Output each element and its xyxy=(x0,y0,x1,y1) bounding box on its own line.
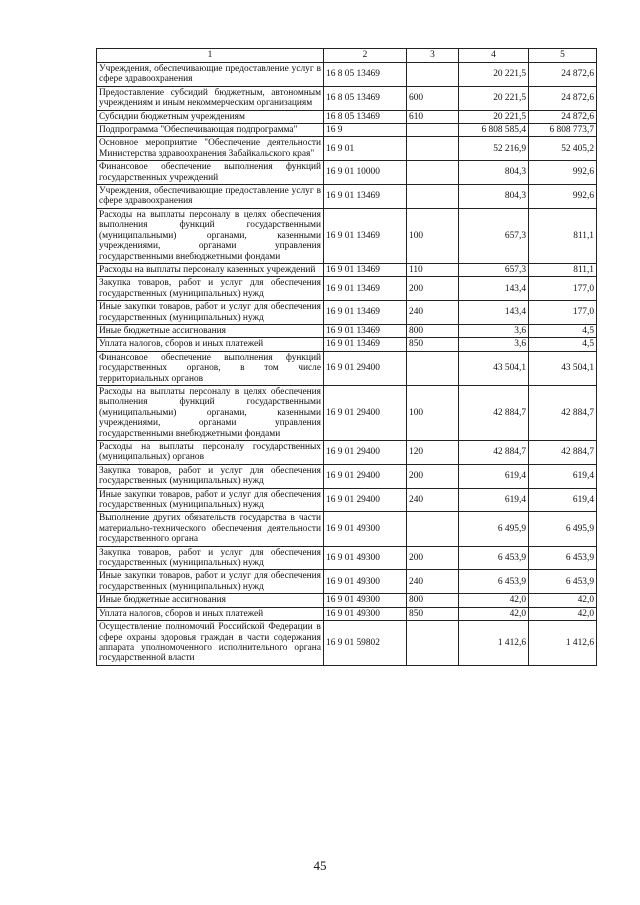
table-row xyxy=(97,338,597,351)
row-value-1-cell: 6 453,9 xyxy=(459,546,529,570)
row-code-cell: 16 9 01 49300 xyxy=(324,607,407,620)
row-value-1-cell: 42,0 xyxy=(459,607,529,620)
row-name-cell: Уплата налогов, сборов и иных платежей xyxy=(97,338,324,351)
row-code-cell: 16 9 01 59802 xyxy=(324,621,407,666)
row-expense-type-cell: 610 xyxy=(407,110,459,123)
row-expense-type-cell xyxy=(407,63,459,87)
table-row xyxy=(97,607,597,620)
table-row xyxy=(97,464,597,488)
row-value-2-cell: 6 495,9 xyxy=(529,512,597,546)
table-row xyxy=(97,441,597,465)
row-name-cell: Иные закупки товаров, работ и услуг для обеспечения государственных (муниципальных) нужд xyxy=(97,488,324,512)
row-value-1-cell: 6 495,9 xyxy=(459,512,529,546)
table-row xyxy=(97,208,597,263)
row-code-cell: 16 8 05 13469 xyxy=(324,86,407,110)
row-value-1-cell: 3,6 xyxy=(459,324,529,337)
row-value-1-cell: 42,0 xyxy=(459,594,529,607)
row-value-1-cell: 804,3 xyxy=(459,185,529,209)
row-name-cell: Предоставление субсидий бюджетным, автономным учреждениям и иным некоммерческим организациям xyxy=(97,86,324,110)
row-value-1-cell: 804,3 xyxy=(459,161,529,185)
header-col-5: 5 xyxy=(529,49,597,63)
row-expense-type-cell: 120 xyxy=(407,441,459,465)
row-name-cell: Выполнение других обязательств государства в части материально-технического обеспечения деятельности государственного органа xyxy=(97,512,324,546)
table-header xyxy=(97,49,597,63)
row-code-cell: 16 9 01 13469 xyxy=(324,301,407,325)
row-expense-type-cell xyxy=(407,512,459,546)
row-value-1-cell: 43 504,1 xyxy=(459,351,529,385)
row-value-1-cell: 52 216,9 xyxy=(459,137,529,161)
row-value-2-cell: 42,0 xyxy=(529,594,597,607)
row-name-cell: Расходы на выплаты персоналу в целях обеспечения выполнения функций государственными (муниципальными) органами, казенными учреждениями, органами управления государственными внебюджетными фондами xyxy=(97,208,324,263)
row-name-cell: Расходы на выплаты персоналу казенных учреждений xyxy=(97,263,324,276)
row-expense-type-cell: 850 xyxy=(407,607,459,620)
row-expense-type-cell: 100 xyxy=(407,385,459,440)
row-name-cell: Иные бюджетные ассигнования xyxy=(97,594,324,607)
table-row xyxy=(97,512,597,546)
row-name-cell: Основное мероприятие "Обеспечение деятельности Министерства здравоохранения Забайкальского края" xyxy=(97,137,324,161)
row-value-2-cell: 24 872,6 xyxy=(529,63,597,87)
row-value-2-cell: 1 412,6 xyxy=(529,621,597,666)
row-code-cell: 16 9 01 13469 xyxy=(324,338,407,351)
row-name-cell: Осуществление полномочий Российской Федерации в сфере охраны здоровья граждан в части содержания аппарата уполномоченного исполнительного органа государственной власти xyxy=(97,621,324,666)
row-expense-type-cell: 600 xyxy=(407,86,459,110)
row-expense-type-cell xyxy=(407,621,459,666)
table-row xyxy=(97,594,597,607)
header-col-1: 1 xyxy=(97,49,324,63)
row-code-cell: 16 9 01 13469 xyxy=(324,208,407,263)
table-row xyxy=(97,351,597,385)
table-row xyxy=(97,570,597,594)
row-value-2-cell: 4,5 xyxy=(529,338,597,351)
row-value-2-cell: 6 808 773,7 xyxy=(529,124,597,137)
row-expense-type-cell: 800 xyxy=(407,324,459,337)
row-name-cell: Расходы на выплаты персоналу государственных (муниципальных) органов xyxy=(97,441,324,465)
row-value-1-cell: 657,3 xyxy=(459,263,529,276)
table-row xyxy=(97,137,597,161)
row-expense-type-cell: 200 xyxy=(407,277,459,301)
row-value-2-cell: 6 453,9 xyxy=(529,570,597,594)
row-name-cell: Закупка товаров, работ и услуг для обеспечения государственных (муниципальных) нужд xyxy=(97,277,324,301)
row-code-cell: 16 9 01 29400 xyxy=(324,441,407,465)
row-expense-type-cell xyxy=(407,124,459,137)
row-expense-type-cell: 240 xyxy=(407,301,459,325)
row-name-cell: Иные закупки товаров, работ и услуг для обеспечения государственных (муниципальных) нужд xyxy=(97,570,324,594)
row-expense-type-cell: 200 xyxy=(407,464,459,488)
page-number: 45 xyxy=(313,858,327,873)
table-row xyxy=(97,124,597,137)
table-row xyxy=(97,546,597,570)
row-name-cell: Субсидии бюджетным учреждениям xyxy=(97,110,324,123)
row-expense-type-cell: 800 xyxy=(407,594,459,607)
row-value-1-cell: 143,4 xyxy=(459,301,529,325)
row-code-cell: 16 9 01 13469 xyxy=(324,263,407,276)
row-value-2-cell: 52 405,2 xyxy=(529,137,597,161)
row-name-cell: Расходы на выплаты персоналу в целях обеспечения выполнения функций государственными (муниципальными) органами, казенными учреждениями, органами управления государственными внебюджетными фондами xyxy=(97,385,324,440)
table-row xyxy=(97,110,597,123)
row-value-2-cell: 619,4 xyxy=(529,464,597,488)
row-value-1-cell: 6 453,9 xyxy=(459,570,529,594)
row-expense-type-cell xyxy=(407,161,459,185)
row-code-cell: 16 9 01 13469 xyxy=(324,324,407,337)
row-code-cell: 16 9 01 13469 xyxy=(324,277,407,301)
row-value-2-cell: 24 872,6 xyxy=(529,110,597,123)
row-expense-type-cell: 240 xyxy=(407,488,459,512)
row-value-2-cell: 992,6 xyxy=(529,161,597,185)
row-expense-type-cell: 240 xyxy=(407,570,459,594)
row-value-2-cell: 42 884,7 xyxy=(529,385,597,440)
row-code-cell: 16 9 01 10000 xyxy=(324,161,407,185)
table-row xyxy=(97,621,597,666)
row-code-cell: 16 9 01 49300 xyxy=(324,546,407,570)
row-code-cell: 16 9 01 29400 xyxy=(324,385,407,440)
row-code-cell: 16 8 05 13469 xyxy=(324,63,407,87)
row-code-cell: 16 9 xyxy=(324,124,407,137)
table-row xyxy=(97,301,597,325)
row-value-1-cell: 6 808 585,4 xyxy=(459,124,529,137)
row-value-1-cell: 619,4 xyxy=(459,464,529,488)
table-row xyxy=(97,385,597,440)
table-body xyxy=(97,63,597,666)
row-code-cell: 16 9 01 49300 xyxy=(324,570,407,594)
table-row xyxy=(97,324,597,337)
row-value-1-cell: 657,3 xyxy=(459,208,529,263)
row-expense-type-cell: 100 xyxy=(407,208,459,263)
table-row xyxy=(97,488,597,512)
row-value-2-cell: 177,0 xyxy=(529,301,597,325)
row-value-1-cell: 3,6 xyxy=(459,338,529,351)
row-value-2-cell: 811,1 xyxy=(529,263,597,276)
row-value-2-cell: 42,0 xyxy=(529,607,597,620)
row-code-cell: 16 9 01 xyxy=(324,137,407,161)
row-value-1-cell: 42 884,7 xyxy=(459,385,529,440)
table-row xyxy=(97,63,597,87)
row-name-cell: Подпрограмма "Обеспечивающая подпрограмма" xyxy=(97,124,324,137)
row-value-1-cell: 20 221,5 xyxy=(459,86,529,110)
row-value-1-cell: 42 884,7 xyxy=(459,441,529,465)
row-name-cell: Уплата налогов, сборов и иных платежей xyxy=(97,607,324,620)
row-value-2-cell: 992,6 xyxy=(529,185,597,209)
row-code-cell: 16 9 01 29400 xyxy=(324,488,407,512)
row-value-2-cell: 619,4 xyxy=(529,488,597,512)
header-col-3: 3 xyxy=(407,49,459,63)
row-name-cell: Учреждения, обеспечивающие предоставление услуг в сфере здравоохранения xyxy=(97,63,324,87)
row-code-cell: 16 9 01 29400 xyxy=(324,351,407,385)
row-code-cell: 16 9 01 49300 xyxy=(324,512,407,546)
row-value-2-cell: 177,0 xyxy=(529,277,597,301)
row-code-cell: 16 9 01 13469 xyxy=(324,185,407,209)
budget-table xyxy=(96,48,597,666)
table-row xyxy=(97,277,597,301)
row-expense-type-cell xyxy=(407,185,459,209)
row-value-2-cell: 42 884,7 xyxy=(529,441,597,465)
row-name-cell: Финансовое обеспечение выполнения функций государственных органов, в том числе территориальных органов xyxy=(97,351,324,385)
row-name-cell: Учреждения, обеспечивающие предоставление услуг в сфере здравоохранения xyxy=(97,185,324,209)
table-row xyxy=(97,185,597,209)
table-row xyxy=(97,161,597,185)
row-value-2-cell: 24 872,6 xyxy=(529,86,597,110)
header-col-4: 4 xyxy=(459,49,529,63)
row-value-2-cell: 43 504,1 xyxy=(529,351,597,385)
row-value-1-cell: 143,4 xyxy=(459,277,529,301)
row-expense-type-cell xyxy=(407,137,459,161)
row-value-1-cell: 619,4 xyxy=(459,488,529,512)
row-expense-type-cell: 200 xyxy=(407,546,459,570)
row-name-cell: Закупка товаров, работ и услуг для обеспечения государственных (муниципальных) нужд xyxy=(97,546,324,570)
row-name-cell: Иные закупки товаров, работ и услуг для обеспечения государственных (муниципальных) нужд xyxy=(97,301,324,325)
row-code-cell: 16 8 05 13469 xyxy=(324,110,407,123)
row-expense-type-cell xyxy=(407,351,459,385)
row-value-1-cell: 20 221,5 xyxy=(459,110,529,123)
row-name-cell: Финансовое обеспечение выполнения функций государственных учреждений xyxy=(97,161,324,185)
row-value-2-cell: 4,5 xyxy=(529,324,597,337)
row-name-cell: Иные бюджетные ассигнования xyxy=(97,324,324,337)
header-row xyxy=(97,49,597,63)
row-value-2-cell: 6 453,9 xyxy=(529,546,597,570)
header-col-2: 2 xyxy=(324,49,407,63)
row-value-1-cell: 1 412,6 xyxy=(459,621,529,666)
table-row xyxy=(97,263,597,276)
row-code-cell: 16 9 01 29400 xyxy=(324,464,407,488)
row-value-2-cell: 811,1 xyxy=(529,208,597,263)
row-code-cell: 16 9 01 49300 xyxy=(324,594,407,607)
row-expense-type-cell: 110 xyxy=(407,263,459,276)
row-name-cell: Закупка товаров, работ и услуг для обеспечения государственных (муниципальных) нужд xyxy=(97,464,324,488)
row-expense-type-cell: 850 xyxy=(407,338,459,351)
row-value-1-cell: 20 221,5 xyxy=(459,63,529,87)
table-row xyxy=(97,86,597,110)
